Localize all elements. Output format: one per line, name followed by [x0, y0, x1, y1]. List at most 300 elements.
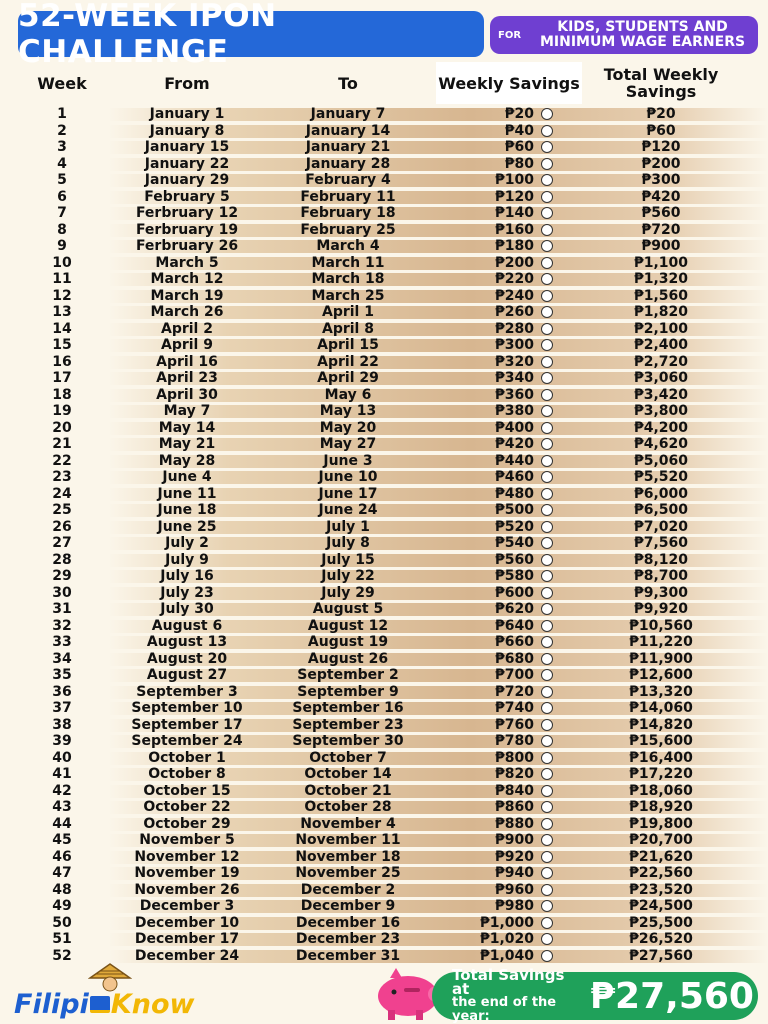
weekly-savings-cell: ₱480 [495, 485, 534, 502]
to-date-cell: December 31 [295, 947, 401, 964]
to-date-cell: November 25 [295, 865, 401, 881]
circle-checkbox-icon[interactable] [541, 174, 553, 186]
total-savings-cell: ₱2,720 [633, 353, 689, 370]
table-row [0, 222, 768, 239]
weekly-savings-cell: ₱700 [495, 667, 534, 683]
total-savings-cell: ₱15,600 [629, 733, 693, 749]
weekly-savings-cell: ₱540 [495, 535, 534, 551]
from-date-cell: April 9 [161, 337, 213, 353]
total-savings-cell: ₱27,560 [629, 947, 693, 964]
circle-checkbox-icon[interactable] [541, 125, 553, 137]
circle-checkbox-icon[interactable] [541, 504, 553, 516]
week-cell: 28 [52, 551, 72, 568]
from-date-cell: October 8 [148, 766, 226, 782]
weekly-savings-cell: ₱780 [495, 733, 534, 749]
week-cell: 8 [57, 221, 67, 238]
from-date-cell: June 18 [157, 502, 217, 518]
weekly-savings-cell: ₱320 [495, 353, 534, 370]
week-cell: 36 [52, 683, 72, 700]
total-savings-cell: ₱11,900 [629, 650, 693, 667]
table-row [0, 585, 768, 602]
total-savings-cell: ₱24,500 [629, 898, 693, 914]
from-date-cell: June 11 [157, 485, 217, 502]
table-row [0, 288, 768, 305]
weekly-savings-cell: ₱200 [495, 254, 534, 271]
total-savings-cell: ₱1,820 [633, 304, 689, 320]
week-cell: 29 [52, 568, 72, 584]
table-row [0, 354, 768, 371]
circle-checkbox-icon[interactable] [541, 768, 553, 780]
from-date-cell: February 5 [144, 188, 230, 205]
from-date-cell: September 17 [131, 716, 243, 733]
circle-checkbox-icon[interactable] [541, 339, 553, 351]
circle-checkbox-icon[interactable] [541, 752, 553, 764]
to-date-cell: May 6 [324, 386, 372, 403]
from-date-cell: December 17 [134, 931, 240, 947]
total-savings-cell: ₱3,800 [633, 403, 689, 419]
table-row [0, 370, 768, 387]
circle-checkbox-icon[interactable] [541, 900, 553, 912]
table-row [0, 304, 768, 321]
weekly-savings-cell: ₱300 [495, 337, 534, 353]
from-date-cell: December 3 [139, 898, 235, 914]
circle-checkbox-icon[interactable] [541, 884, 553, 896]
table-row [0, 816, 768, 833]
to-date-cell: July 1 [326, 518, 370, 535]
to-date-cell: November 11 [295, 832, 401, 848]
weekly-savings-cell: ₱80 [504, 155, 534, 172]
to-date-cell: August 26 [307, 650, 389, 667]
circle-checkbox-icon[interactable] [541, 554, 553, 566]
circle-checkbox-icon[interactable] [541, 273, 553, 285]
table-row [0, 931, 768, 948]
to-date-cell: January 14 [305, 122, 391, 139]
circle-checkbox-icon[interactable] [541, 620, 553, 632]
week-cell: 7 [57, 205, 67, 221]
from-date-cell: October 22 [143, 799, 231, 815]
circle-checkbox-icon[interactable] [541, 240, 553, 252]
circle-checkbox-icon[interactable] [541, 389, 553, 401]
to-date-cell: June 17 [318, 485, 378, 502]
circle-checkbox-icon[interactable] [541, 867, 553, 879]
to-date-cell: April 1 [322, 304, 374, 320]
total-savings-cell: ₱9,920 [633, 601, 689, 617]
from-date-cell: November 19 [134, 865, 240, 881]
column-header-to: To [338, 73, 358, 93]
from-date-cell: January 29 [144, 172, 230, 188]
to-date-cell: August 12 [307, 617, 389, 634]
circle-checkbox-icon[interactable] [541, 455, 553, 467]
circle-checkbox-icon[interactable] [541, 686, 553, 698]
total-savings-cell: ₱2,400 [633, 337, 689, 353]
week-cell: 32 [52, 617, 72, 634]
circle-checkbox-icon[interactable] [541, 108, 553, 120]
weekly-savings-cell: ₱140 [495, 205, 534, 221]
weekly-savings-cell: ₱800 [495, 749, 534, 766]
to-date-cell: July 8 [326, 535, 370, 551]
weekly-savings-cell: ₱760 [495, 716, 534, 733]
circle-checkbox-icon[interactable] [541, 785, 553, 797]
total-savings-cell: ₱8,700 [633, 568, 689, 584]
weekly-savings-cell: ₱40 [504, 122, 534, 139]
week-cell: 13 [52, 304, 72, 320]
from-date-cell: November 5 [139, 832, 235, 848]
to-date-cell: February 11 [300, 188, 396, 205]
table-row [0, 271, 768, 288]
from-date-cell: Ferbruary 12 [135, 205, 239, 221]
week-cell: 11 [52, 271, 72, 287]
table-row [0, 832, 768, 849]
to-date-cell: November 18 [295, 848, 401, 865]
week-cell: 43 [52, 799, 72, 815]
to-date-cell: July 29 [321, 584, 375, 601]
table-row [0, 898, 768, 915]
circle-checkbox-icon[interactable] [541, 818, 553, 830]
total-savings-cell: ₱18,920 [629, 799, 693, 815]
circle-checkbox-icon[interactable] [541, 735, 553, 747]
weekly-savings-cell: ₱440 [495, 452, 534, 469]
total-savings-cell: ₱20,700 [629, 832, 693, 848]
circle-checkbox-icon[interactable] [541, 356, 553, 368]
audience-line-2: MINIMUM WAGE EARNERS [539, 34, 746, 50]
week-cell: 30 [52, 584, 72, 601]
week-cell: 4 [57, 155, 67, 172]
week-cell: 52 [52, 947, 72, 964]
week-cell: 48 [52, 881, 72, 898]
to-date-cell: December 16 [295, 914, 401, 931]
circle-checkbox-icon[interactable] [541, 290, 553, 302]
week-cell: 39 [52, 733, 72, 749]
from-date-cell: May 28 [158, 452, 216, 469]
total-savings-cell: ₱2,100 [633, 320, 689, 337]
to-date-cell: July 15 [321, 551, 375, 568]
circle-checkbox-icon[interactable] [541, 950, 553, 962]
circle-checkbox-icon[interactable] [541, 207, 553, 219]
from-date-cell: October 29 [143, 815, 231, 832]
table-row [0, 849, 768, 866]
to-date-cell: April 8 [322, 320, 374, 337]
total-savings-cell: ₱17,220 [629, 766, 693, 782]
total-savings-cell: ₱3,420 [633, 386, 689, 403]
total-savings-cell: ₱19,800 [629, 815, 693, 832]
column-header-weekly-savings: Weekly Savings [436, 62, 582, 104]
total-label-line-2: the end of the year: [452, 995, 557, 1024]
total-savings-cell: ₱4,200 [633, 419, 689, 436]
total-savings-banner [432, 966, 758, 1024]
total-savings-cell: ₱10,560 [629, 617, 693, 634]
weekly-savings-cell: ₱940 [495, 865, 534, 881]
weekly-savings-cell: ₱380 [495, 403, 534, 419]
week-cell: 24 [52, 485, 72, 502]
circle-checkbox-icon[interactable] [541, 933, 553, 945]
circle-checkbox-icon[interactable] [541, 438, 553, 450]
total-savings-cell: ₱26,520 [629, 931, 693, 947]
weekly-savings-cell: ₱280 [495, 320, 534, 337]
total-savings-cell: ₱12,600 [629, 667, 693, 683]
week-cell: 1 [57, 106, 67, 122]
week-cell: 46 [52, 848, 72, 865]
circle-checkbox-icon[interactable] [541, 801, 553, 813]
weekly-savings-cell: ₱60 [504, 139, 534, 155]
to-date-cell: August 5 [312, 601, 384, 617]
footer [0, 962, 768, 1024]
weekly-savings-cell: ₱420 [495, 436, 534, 452]
table-row [0, 469, 768, 486]
table-row [0, 156, 768, 173]
to-date-cell: December 23 [295, 931, 401, 947]
circle-checkbox-icon[interactable] [541, 422, 553, 434]
weekly-savings-cell: ₱640 [495, 617, 534, 634]
circle-checkbox-icon[interactable] [541, 702, 553, 714]
circle-checkbox-icon[interactable] [541, 405, 553, 417]
total-savings-cell: ₱200 [641, 155, 681, 172]
table-row [0, 535, 768, 552]
total-savings-cell: ₱5,060 [633, 452, 689, 469]
circle-checkbox-icon[interactable] [541, 306, 553, 318]
week-cell: 26 [52, 518, 72, 535]
total-savings-cell: ₱25,500 [629, 914, 693, 931]
to-date-cell: December 2 [300, 881, 396, 898]
weekly-savings-cell: ₱560 [495, 551, 534, 568]
to-date-cell: August 19 [307, 634, 389, 650]
circle-checkbox-icon[interactable] [541, 603, 553, 615]
table-row [0, 205, 768, 222]
from-date-cell: August 13 [146, 634, 228, 650]
table-row [0, 717, 768, 734]
weekly-savings-cell: ₱340 [495, 370, 534, 386]
week-cell: 18 [52, 386, 72, 403]
table-row [0, 123, 768, 140]
weekly-savings-cell: ₱580 [495, 568, 534, 584]
weekly-savings-cell: ₱600 [495, 584, 534, 601]
weekly-savings-cell: ₱900 [495, 832, 534, 848]
weekly-savings-cell: ₱1,040 [479, 947, 534, 964]
to-date-cell: September 23 [292, 716, 404, 733]
total-savings-cell: ₱300 [641, 172, 681, 188]
to-date-cell: February 4 [305, 172, 391, 188]
table-row [0, 733, 768, 750]
savings-table [0, 106, 768, 964]
from-date-cell: December 24 [134, 947, 240, 964]
weekly-savings-cell: ₱660 [495, 634, 534, 650]
week-cell: 5 [57, 172, 67, 188]
total-savings-cell: ₱8,120 [633, 551, 689, 568]
from-date-cell: September 3 [136, 683, 238, 700]
circle-checkbox-icon[interactable] [541, 570, 553, 582]
to-date-cell: September 16 [292, 700, 404, 716]
weekly-savings-cell: ₱20 [504, 106, 534, 122]
total-savings-value: ₱27,560 [590, 975, 754, 1017]
total-savings-cell: ₱1,320 [633, 271, 689, 287]
table-row [0, 684, 768, 701]
total-savings-cell: ₱900 [641, 238, 681, 254]
logo-part-1: Filipi [14, 988, 89, 1020]
table-row [0, 420, 768, 437]
weekly-savings-cell: ₱720 [495, 683, 534, 700]
circle-checkbox-icon[interactable] [541, 851, 553, 863]
total-savings-cell: ₱7,560 [633, 535, 689, 551]
weekly-savings-cell: ₱360 [495, 386, 534, 403]
from-date-cell: March 5 [155, 254, 219, 271]
from-date-cell: April 23 [156, 370, 218, 386]
to-date-cell: December 9 [300, 898, 396, 914]
to-date-cell: January 28 [305, 155, 391, 172]
to-date-cell: June 24 [318, 502, 378, 518]
circle-checkbox-icon[interactable] [541, 653, 553, 665]
from-date-cell: July 9 [165, 551, 209, 568]
circle-checkbox-icon[interactable] [541, 158, 553, 170]
from-date-cell: April 16 [156, 353, 218, 370]
audience-text [527, 20, 758, 50]
to-date-cell: February 25 [300, 221, 396, 238]
from-date-cell: January 8 [149, 122, 225, 139]
from-date-cell: April 2 [161, 320, 213, 337]
table-row [0, 783, 768, 800]
to-date-cell: November 4 [300, 815, 396, 832]
week-cell: 14 [52, 320, 72, 337]
weekly-savings-cell: ₱840 [495, 782, 534, 799]
weekly-savings-cell: ₱880 [495, 815, 534, 832]
weekly-savings-cell: ₱1,020 [479, 931, 534, 947]
weekly-savings-cell: ₱860 [495, 799, 534, 815]
to-date-cell: June 3 [323, 452, 373, 469]
weekly-savings-cell: ₱100 [495, 172, 534, 188]
from-date-cell: March 12 [150, 271, 224, 287]
from-date-cell: May 21 [158, 436, 216, 452]
from-date-cell: August 6 [151, 617, 223, 634]
week-cell: 9 [57, 238, 67, 254]
week-cell: 35 [52, 667, 72, 683]
weekly-savings-cell: ₱920 [495, 848, 534, 865]
from-date-cell: July 30 [160, 601, 214, 617]
week-cell: 40 [52, 749, 72, 766]
circle-checkbox-icon[interactable] [541, 521, 553, 533]
from-date-cell: August 27 [146, 667, 228, 683]
circle-checkbox-icon[interactable] [541, 636, 553, 648]
total-savings-cell: ₱20 [646, 106, 676, 122]
weekly-savings-cell: ₱460 [495, 469, 534, 485]
to-date-cell: March 25 [311, 287, 385, 304]
week-cell: 22 [52, 452, 72, 469]
circle-checkbox-icon[interactable] [541, 537, 553, 549]
to-date-cell: January 7 [310, 106, 386, 122]
circle-checkbox-icon[interactable] [541, 257, 553, 269]
total-savings-cell: ₱22,560 [629, 865, 693, 881]
from-date-cell: March 26 [150, 304, 224, 320]
table-row [0, 106, 768, 123]
table-row [0, 667, 768, 684]
week-cell: 6 [57, 188, 67, 205]
week-cell: 17 [52, 370, 72, 386]
total-savings-label [452, 968, 584, 1024]
to-date-cell: March 18 [311, 271, 385, 287]
to-date-cell: March 4 [316, 238, 380, 254]
table-row [0, 601, 768, 618]
week-cell: 20 [52, 419, 72, 436]
week-cell: 51 [52, 931, 72, 947]
title-text: 52-WEEK IPON CHALLENGE [18, 0, 277, 70]
weekly-savings-cell: ₱820 [495, 766, 534, 782]
total-savings-cell: ₱420 [641, 188, 681, 205]
header [0, 0, 768, 70]
circle-checkbox-icon[interactable] [541, 224, 553, 236]
circle-checkbox-icon[interactable] [541, 141, 553, 153]
to-date-cell: May 27 [319, 436, 377, 452]
from-date-cell: June 4 [162, 469, 212, 485]
circle-checkbox-icon[interactable] [541, 917, 553, 929]
circle-checkbox-icon[interactable] [541, 488, 553, 500]
table-row [0, 568, 768, 585]
column-header-from: From [164, 73, 210, 93]
week-cell: 2 [57, 122, 67, 139]
total-savings-cell: ₱23,520 [629, 881, 693, 898]
week-cell: 23 [52, 469, 72, 485]
to-date-cell: July 22 [321, 568, 375, 584]
to-date-cell: May 13 [319, 403, 377, 419]
weekly-savings-cell: ₱960 [495, 881, 534, 898]
from-date-cell: Ferbruary 19 [135, 221, 239, 238]
from-date-cell: July 2 [165, 535, 209, 551]
weekly-savings-cell: ₱500 [495, 502, 534, 518]
week-cell: 10 [52, 254, 72, 271]
from-date-cell: Ferbruary 26 [135, 238, 239, 254]
from-date-cell: January 1 [149, 106, 225, 122]
circle-checkbox-icon[interactable] [541, 471, 553, 483]
total-savings-cell: ₱13,320 [629, 683, 693, 700]
from-date-cell: December 10 [134, 914, 240, 931]
circle-checkbox-icon[interactable] [541, 191, 553, 203]
circle-checkbox-icon[interactable] [541, 323, 553, 335]
week-cell: 49 [52, 898, 72, 914]
from-date-cell: October 15 [143, 782, 231, 799]
week-cell: 41 [52, 766, 72, 782]
total-savings-cell: ₱18,060 [629, 782, 693, 799]
circle-checkbox-icon[interactable] [541, 719, 553, 731]
logo-part-2: Know [110, 988, 195, 1020]
weekly-savings-cell: ₱740 [495, 700, 534, 716]
total-savings-cell: ₱21,620 [629, 848, 693, 865]
circle-checkbox-icon[interactable] [541, 372, 553, 384]
column-header-week: Week [37, 73, 87, 93]
from-date-cell: August 20 [146, 650, 228, 667]
total-savings-cell: ₱3,060 [633, 370, 689, 386]
total-savings-cell: ₱14,060 [629, 700, 693, 716]
filipiknow-logo [14, 988, 194, 1020]
table-row [0, 502, 768, 519]
week-cell: 21 [52, 436, 72, 452]
weekly-savings-cell: ₱980 [495, 898, 534, 914]
week-cell: 27 [52, 535, 72, 551]
week-cell: 38 [52, 716, 72, 733]
circle-checkbox-icon[interactable] [541, 669, 553, 681]
table-row [0, 453, 768, 470]
from-date-cell: July 16 [160, 568, 214, 584]
table-row [0, 882, 768, 899]
table-row [0, 618, 768, 635]
weekly-savings-cell: ₱180 [495, 238, 534, 254]
table-row [0, 238, 768, 255]
total-savings-cell: ₱16,400 [629, 749, 693, 766]
week-cell: 3 [57, 139, 67, 155]
from-date-cell: January 15 [144, 139, 230, 155]
week-cell: 42 [52, 782, 72, 799]
week-cell: 34 [52, 650, 72, 667]
circle-checkbox-icon[interactable] [541, 834, 553, 846]
circle-checkbox-icon[interactable] [541, 587, 553, 599]
to-date-cell: January 21 [305, 139, 391, 155]
total-savings-cell: ₱120 [641, 139, 681, 155]
weekly-savings-cell: ₱680 [495, 650, 534, 667]
